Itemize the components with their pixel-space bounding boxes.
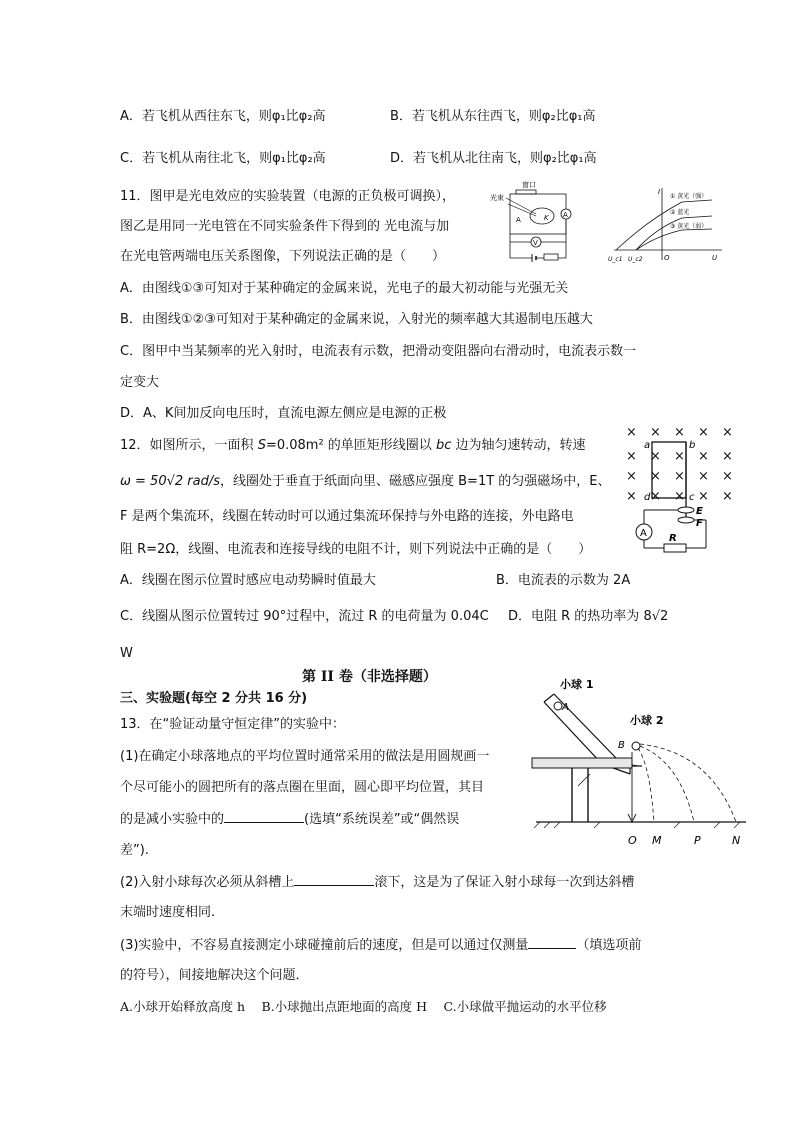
q12-stem-1-part-c: 边为轴匀速转动，转速	[451, 438, 586, 453]
q12-stem-3: F 是两个集流环，线圈在转动时可以通过集流环保持与外电路的连接，外电路电	[120, 509, 574, 524]
q13-p3-line1	[120, 936, 641, 955]
q11-option-d: D．A、K间加反向电压时，直流电源左侧应是电源的正极	[120, 406, 447, 421]
q13-p2-line1	[120, 873, 634, 892]
q13-p2-line2: 末端时速度相同.	[120, 905, 216, 920]
graph-i-axis-label: I	[658, 188, 661, 196]
q12-option-b: B．电流表的示数为 2A	[496, 573, 631, 588]
q11-option-c-line1: C．图甲中当某频率的光入射时，电流表有示数，把滑动变阻器向右滑动时，电流表示数一	[120, 344, 637, 359]
q11-stem-3: 在光电管两端电压关系图像，下列说法正确的是（ ）	[120, 249, 446, 264]
graph-legend-1: ① 黄光（强）	[670, 193, 708, 200]
slip-ring-f: F	[696, 518, 703, 529]
coil-corner-d: d	[644, 492, 651, 503]
q13-p2-line1-text-a: (2)入射小球每次必须从斜槽上	[120, 875, 295, 890]
q13-p1-line3-text-b: (选填“系统误差”或“偶然误	[304, 812, 460, 827]
q12-option-a: A．线圈在图示位置时感应电动势瞬时值最大	[120, 573, 376, 588]
q13-p1-line3-text-a: 的是减小实验中的	[120, 812, 225, 827]
svg-text:×: ×	[698, 425, 709, 440]
svg-text:×: ×	[722, 469, 733, 484]
q12-stem-1	[120, 437, 585, 455]
svg-text:×: ×	[650, 489, 661, 504]
fig-ammeter-label: A	[563, 211, 568, 219]
q12-symbol-bc: bc	[435, 438, 452, 453]
coil-corner-c: c	[689, 492, 695, 503]
ball1-label: 小球 1	[560, 678, 594, 691]
q13-p1-line3	[120, 810, 459, 829]
q12-figure-coil	[622, 420, 740, 556]
q12-symbol-s: S	[257, 438, 266, 453]
q11-option-b: B．由图线①②③可知对于某种确定的金属来说，入射光的频率越大其遏制电压越大	[120, 312, 593, 327]
graph-u-axis-label: U	[712, 254, 718, 262]
svg-text:×: ×	[626, 489, 637, 504]
q11-stem-2: 图乙是用同一光电管在不同实验条件下得到的 光电流与加	[120, 219, 450, 234]
q11-figure-circuit	[488, 178, 600, 266]
point-m-label: M	[652, 834, 662, 847]
svg-text:×: ×	[722, 449, 733, 464]
q13-p2-line1-text-b: 滚下，这是为了保证入射小球每一次到达斜槽	[374, 875, 635, 890]
q13-p3-line1-text-a: (3)实验中，不容易直接测定小球碰撞前后的速度，但是可以通过仅测量	[120, 938, 529, 953]
q11-option-a: A．由图线①③可知对于某种确定的金属来说，光电子的最大初动能与光强无关	[120, 281, 569, 296]
graph-uc1-label: U_c1	[608, 256, 623, 263]
svg-text:×: ×	[626, 425, 637, 440]
graph-legend-3: ③ 黄光（弱）	[670, 223, 708, 230]
svg-text:×: ×	[626, 469, 637, 484]
q10-option-a: A．若飞机从西往东飞，则φ₁比φ₂高	[120, 109, 326, 124]
point-b-label: B	[618, 740, 625, 751]
q13-p3-line1-text-b: （填选项前	[576, 938, 642, 953]
svg-text:×: ×	[698, 489, 709, 504]
point-p-label: P	[694, 834, 701, 847]
svg-text:×: ×	[722, 425, 733, 440]
answer-blank-3[interactable]	[528, 936, 576, 949]
q13-p1-line2: 个尽可能小的圆把所有的落点圈在里面，圆心即平均位置，其目	[120, 780, 485, 795]
fig-light-label: 光束	[490, 194, 504, 202]
slip-ring-e: E	[696, 506, 703, 517]
fig-window-label: 窗口	[522, 181, 536, 189]
resistor-label: R	[669, 533, 677, 544]
svg-text:×: ×	[698, 449, 709, 464]
answer-blank-1[interactable]	[224, 810, 304, 823]
svg-text:×: ×	[674, 489, 685, 504]
q13-p3-line2: 的符号），间接地解决这个问题．	[120, 968, 309, 983]
q12-stem-1-part-b: =0.08m² 的单匝矩形线圈以	[265, 438, 436, 453]
q11-figure-iu-graph	[608, 184, 726, 264]
q12-stem-2	[120, 473, 611, 491]
q12-stem-1-part-a: 12．如图所示，一面积	[120, 438, 258, 453]
q11-option-c-line2: 定变大	[120, 375, 160, 390]
q11-stem-1: 11．图甲是光电效应的实验装置（电源的正负极可调换），	[120, 189, 456, 204]
magnetic-field-crosses	[626, 425, 733, 504]
fig-k-label: K	[544, 214, 549, 222]
graph-origin-label: O	[664, 254, 670, 262]
q13-p1-line4: 差”).	[120, 843, 149, 858]
ball2-label: 小球 2	[630, 714, 664, 727]
q13-stem: 13．在“验证动量守恒定律”的实验中：	[120, 717, 346, 732]
point-n-label: N	[732, 834, 741, 847]
coil-corner-b: b	[689, 440, 696, 451]
point-o-label: O	[628, 834, 637, 847]
svg-text:×: ×	[650, 449, 661, 464]
svg-text:×: ×	[722, 489, 733, 504]
q12-option-d-unit: W	[120, 646, 133, 661]
part2-title: 第 II 卷（非选择题）	[302, 669, 437, 685]
section-heading: 三、实验题(每空 2 分共 16 分)	[120, 691, 308, 706]
q10-option-d: D．若飞机从北往南飞，则φ₂比φ₁高	[390, 151, 597, 166]
q13-p1-line1: (1)在确定小球落地点的平均位置时通常采用的做法是用圆规画一	[120, 749, 490, 764]
q12-option-c: C．线圈从图示位置转过 90°过程中，流过 R 的电荷量为 0.04C	[120, 609, 489, 624]
coil-corner-a: a	[644, 440, 651, 451]
q12-omega: ω = 50√2 rad/s	[120, 474, 220, 489]
answer-blank-2[interactable]	[294, 873, 374, 886]
fig-a-label: A	[516, 216, 521, 224]
q12-stem-4: 阻 R=2Ω，线圈、电流表和连接导线的电阻不计，则下列说法中正确的是（ ）	[120, 542, 592, 557]
svg-text:×: ×	[674, 425, 685, 440]
svg-text:×: ×	[698, 469, 709, 484]
point-a-label: A	[562, 702, 569, 713]
q12-option-d: D．电阻 R 的热功率为 8√2	[508, 609, 669, 624]
q12-stem-2-text: ，线圈处于垂直于纸面向里、磁感应强度 B=1T 的匀强磁场中，E、	[220, 474, 611, 489]
q10-option-b: B．若飞机从东往西飞，则φ₂比φ₁高	[390, 109, 596, 124]
graph-uc2-label: U_c2	[628, 256, 643, 263]
fig-voltmeter-label: V	[533, 239, 538, 247]
graph-legend-2: ② 蓝光	[670, 209, 690, 216]
q13-figure-apparatus	[530, 676, 750, 852]
svg-text:×: ×	[674, 469, 685, 484]
svg-text:×: ×	[650, 469, 661, 484]
svg-text:×: ×	[626, 449, 637, 464]
svg-text:×: ×	[674, 449, 685, 464]
ammeter-label: A	[640, 528, 647, 539]
svg-text:×: ×	[650, 425, 661, 440]
q13-options: A.小球开始释放高度 h B.小球抛出点距地面的高度 H C.小球做平抛运动的水平位移	[120, 999, 607, 1014]
q10-option-c: C．若飞机从南往北飞，则φ₁比φ₂高	[120, 151, 326, 166]
